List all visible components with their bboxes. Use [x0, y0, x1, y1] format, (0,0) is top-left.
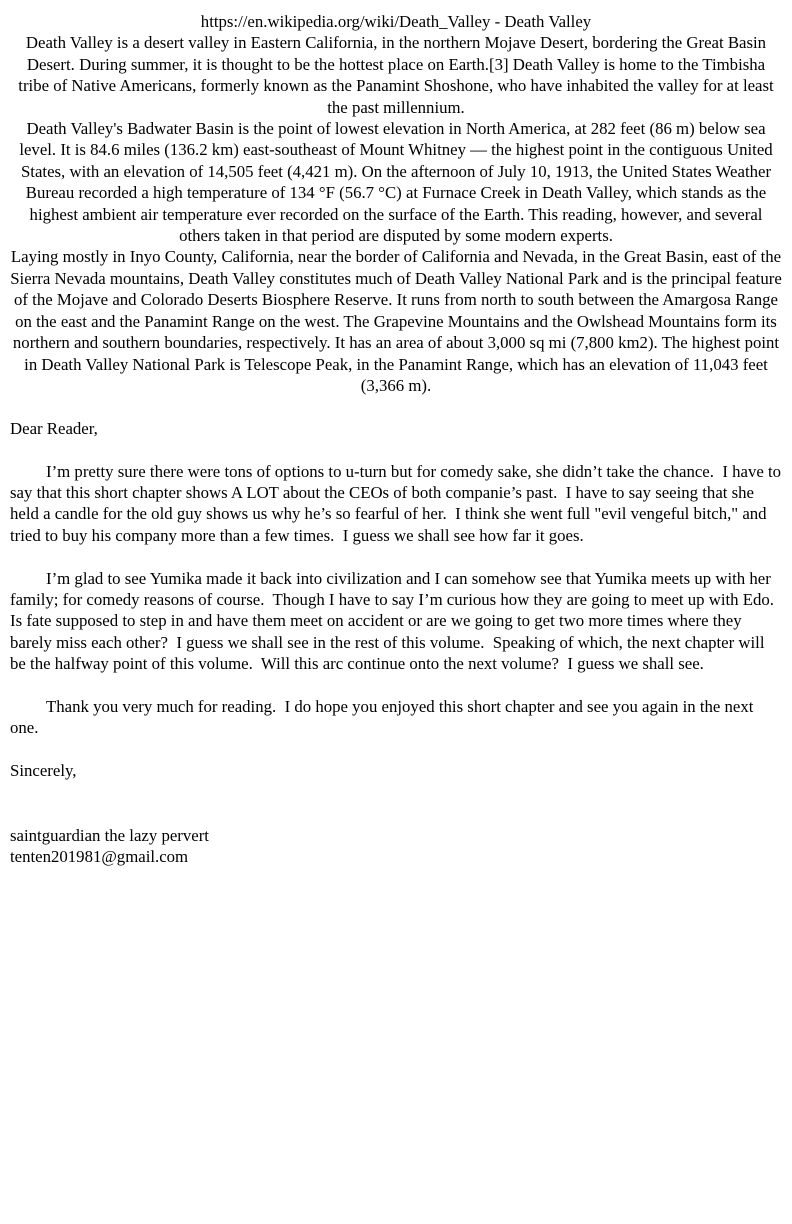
letter-paragraph-3: Thank you very much for reading. I do hope you enjoyed this short chapter and see you again in the next one.: [10, 696, 758, 738]
letter-section: [10, 418, 786, 868]
signature-name: saintguardian the lazy pervert: [10, 825, 209, 845]
wiki-paragraph-1: Death Valley is a desert valley in Eastern California, in the northern Mojave Desert, bordering the Great Basin Desert. During summer, it is thought to be the hottest place on Earth.[3] Death Valley is home to the Timbisha tribe of Native Americans, formerly known as the Panamint Shoshone, who have inhabited the valley for at least the past millennium.: [18, 33, 774, 117]
signature-email: tenten201981@gmail.com: [10, 846, 189, 866]
letter-closing: Sincerely,: [10, 761, 77, 781]
wiki-paragraph-2: Death Valley's Badwater Basin is the point of lowest elevation in North America, at 282 feet (86 m) below sea level. It is 84.6 miles (136.2 km) east-southeast of Mount Whitney — the highest point in the contiguous United States, with an elevation of 14,505 feet (4,421 m). On the afternoon of July 10, 1913, the United States Weather Bureau recorded a high temperature of 134 °F (56.7 °C) at Furnace Creek in Death Valley, which stands as the highest ambient air temperature ever recorded on the surface of the Earth. This reading, however, and several others taken in that period are disputed by some modern experts.: [19, 119, 773, 246]
source-url-line: https://en.wikipedia.org/wiki/Death_Valley - Death Valley: [200, 12, 592, 31]
wiki-paragraph-3: Laying mostly in Inyo County, California, near the border of California and Nevada, in the Great Basin, east of the Sierra Nevada mountains, Death Valley constitutes much of Death Valley National Park and is the principal feature of the Mojave and Colorado Deserts Biosphere Reserve. It runs from north to south between the Amargosa Range on the east and the Panamint Range on the west. The Grapevine Mountains and the Owlshead Mountains form its northern and southern boundaries, respectively. It has an area of about 3,000 sq mi (7,800 km2). The highest point in Death Valley National Park is Telescope Peak, in the Panamint Range, which has an elevation of 11,043 feet (3,366 m).: [10, 247, 782, 395]
letter-salutation: Dear Reader,: [10, 418, 98, 438]
signature-block: [10, 825, 782, 868]
letter-paragraph-2: I’m glad to see Yumika made it back into civilization and I can somehow see that Yumika meets up with her family; for comedy reasons of course. Though I have to say I’m curious how they are going to meet up with Edo. Is fate supposed to step in and have them meet on accident or are we going to get two more times where they barely miss each other? I guess we shall see in the rest of this volume. Speaking of which, the next chapter will be the halfway point of this volume. Will this arc continue onto the next volume? I guess we shall see.: [10, 568, 783, 674]
wiki-excerpt-section: [10, 11, 782, 396]
letter-paragraph-1: I’m pretty sure there were tons of options to u-turn but for comedy sake, she didn’t take the chance. I have to say that this short chapter shows A LOT about the CEOs of both companie’s past. I have to say seeing that she held a candle for the old guy shows us why he’s so fearful of her. I think she went full "evil vengeful bitch," and tried to buy his company more than a few times. I guess we shall see how far it goes.: [10, 461, 786, 545]
